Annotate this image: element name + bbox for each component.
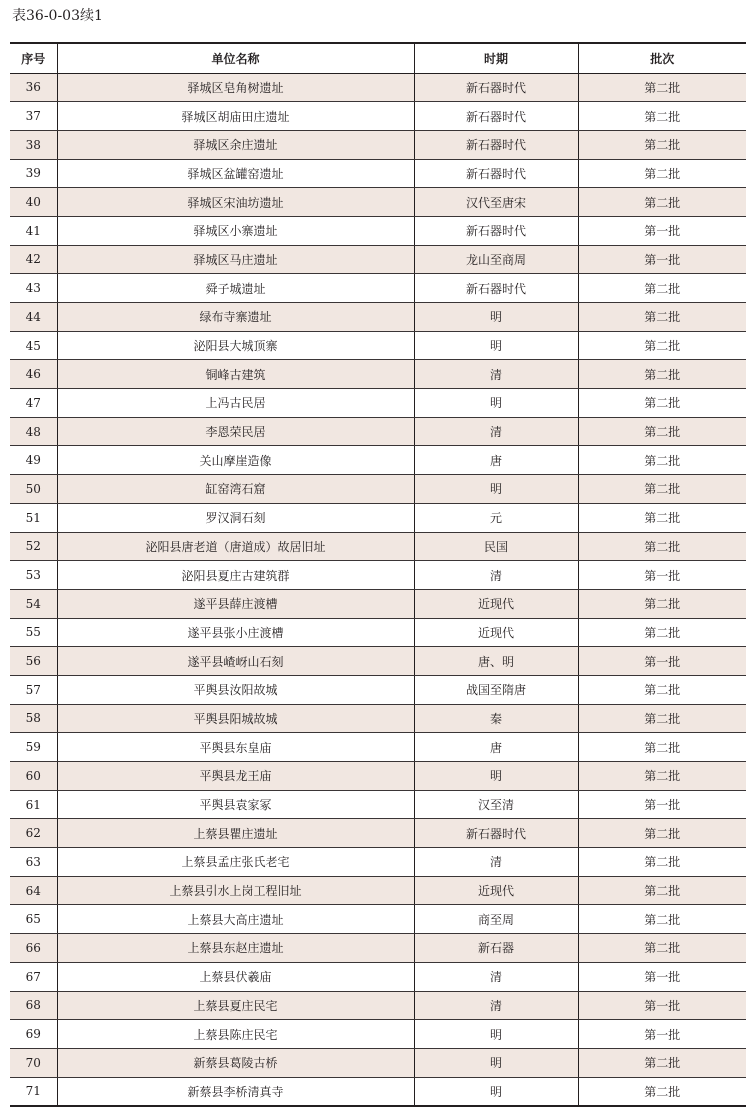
table-row xyxy=(10,790,746,819)
cell-unit-name: 上蔡县大高庄遗址 xyxy=(57,905,414,934)
cell-batch: 第二批 xyxy=(578,905,746,934)
cell-serial-number: 69 xyxy=(10,1020,57,1049)
cell-batch: 第二批 xyxy=(578,417,746,446)
table-row xyxy=(10,1077,746,1106)
cell-unit-name: 泌阳县夏庄古建筑群 xyxy=(57,561,414,590)
cell-period: 近现代 xyxy=(414,618,578,647)
cell-serial-number: 57 xyxy=(10,675,57,704)
table-row xyxy=(10,876,746,905)
cell-unit-name: 关山摩崖造像 xyxy=(57,446,414,475)
header-period: 时期 xyxy=(414,43,578,73)
cell-batch: 第二批 xyxy=(578,102,746,131)
cell-batch: 第二批 xyxy=(578,159,746,188)
cell-unit-name: 平舆县汝阳故城 xyxy=(57,675,414,704)
cell-period: 清 xyxy=(414,561,578,590)
table-row xyxy=(10,274,746,303)
cell-unit-name: 驿城区胡庙田庄遗址 xyxy=(57,102,414,131)
table-row xyxy=(10,159,746,188)
cell-batch: 第二批 xyxy=(578,303,746,332)
cell-unit-name: 上蔡县孟庄张氏老宅 xyxy=(57,848,414,877)
cell-period: 民国 xyxy=(414,532,578,561)
cell-period: 唐 xyxy=(414,733,578,762)
cell-period: 明 xyxy=(414,1048,578,1077)
cell-unit-name: 平舆县阳城故城 xyxy=(57,704,414,733)
cell-serial-number: 47 xyxy=(10,389,57,418)
table-row xyxy=(10,905,746,934)
cell-batch: 第一批 xyxy=(578,962,746,991)
cell-period: 新石器时代 xyxy=(414,102,578,131)
cell-batch: 第二批 xyxy=(578,446,746,475)
cell-batch: 第二批 xyxy=(578,876,746,905)
table-row xyxy=(10,360,746,389)
cell-batch: 第二批 xyxy=(578,704,746,733)
cell-batch: 第一批 xyxy=(578,991,746,1020)
table-row xyxy=(10,848,746,877)
cell-batch: 第二批 xyxy=(578,762,746,791)
cell-period: 明 xyxy=(414,1077,578,1106)
cell-unit-name: 平舆县东皇庙 xyxy=(57,733,414,762)
cell-serial-number: 46 xyxy=(10,360,57,389)
cell-batch: 第二批 xyxy=(578,675,746,704)
cell-unit-name: 平舆县袁家冢 xyxy=(57,790,414,819)
cell-period: 新石器时代 xyxy=(414,274,578,303)
table-row xyxy=(10,934,746,963)
cell-serial-number: 62 xyxy=(10,819,57,848)
cell-unit-name: 新蔡县葛陵古桥 xyxy=(57,1048,414,1077)
cell-batch: 第二批 xyxy=(578,934,746,963)
cell-period: 新石器 xyxy=(414,934,578,963)
cell-batch: 第二批 xyxy=(578,389,746,418)
cell-serial-number: 41 xyxy=(10,216,57,245)
cell-serial-number: 44 xyxy=(10,303,57,332)
cell-period: 唐、明 xyxy=(414,647,578,676)
cell-batch: 第一批 xyxy=(578,1020,746,1049)
cell-serial-number: 68 xyxy=(10,991,57,1020)
cell-batch: 第二批 xyxy=(578,130,746,159)
cell-period: 龙山至商周 xyxy=(414,245,578,274)
heritage-sites-table xyxy=(10,42,746,1107)
cell-serial-number: 64 xyxy=(10,876,57,905)
cell-batch: 第二批 xyxy=(578,733,746,762)
cell-unit-name: 上蔡县伏羲庙 xyxy=(57,962,414,991)
cell-batch: 第二批 xyxy=(578,475,746,504)
cell-period: 明 xyxy=(414,1020,578,1049)
cell-batch: 第二批 xyxy=(578,188,746,217)
cell-unit-name: 罗汉洞石刻 xyxy=(57,503,414,532)
cell-serial-number: 51 xyxy=(10,503,57,532)
cell-batch: 第二批 xyxy=(578,1048,746,1077)
table-row xyxy=(10,216,746,245)
table-row xyxy=(10,389,746,418)
cell-serial-number: 61 xyxy=(10,790,57,819)
cell-unit-name: 铜峰古建筑 xyxy=(57,360,414,389)
table-row xyxy=(10,704,746,733)
header-serial-number: 序号 xyxy=(10,43,57,73)
cell-batch: 第二批 xyxy=(578,848,746,877)
cell-batch: 第二批 xyxy=(578,1077,746,1106)
cell-serial-number: 56 xyxy=(10,647,57,676)
cell-serial-number: 60 xyxy=(10,762,57,791)
cell-period: 新石器时代 xyxy=(414,159,578,188)
cell-period: 商至周 xyxy=(414,905,578,934)
table-caption: 表36-0-03续1 xyxy=(12,8,103,24)
table-row xyxy=(10,1048,746,1077)
table-row xyxy=(10,1020,746,1049)
cell-batch: 第二批 xyxy=(578,274,746,303)
cell-unit-name: 李恩荣民居 xyxy=(57,417,414,446)
header-unit-name: 单位名称 xyxy=(57,43,414,73)
cell-serial-number: 43 xyxy=(10,274,57,303)
cell-serial-number: 48 xyxy=(10,417,57,446)
table-row xyxy=(10,819,746,848)
cell-serial-number: 45 xyxy=(10,331,57,360)
cell-period: 清 xyxy=(414,360,578,389)
cell-unit-name: 上蔡县瞿庄遗址 xyxy=(57,819,414,848)
cell-serial-number: 40 xyxy=(10,188,57,217)
table-row xyxy=(10,331,746,360)
cell-serial-number: 37 xyxy=(10,102,57,131)
cell-serial-number: 65 xyxy=(10,905,57,934)
table-row xyxy=(10,245,746,274)
cell-period: 清 xyxy=(414,848,578,877)
table-row xyxy=(10,73,746,102)
table-header-row xyxy=(10,43,746,73)
cell-period: 汉代至唐宋 xyxy=(414,188,578,217)
cell-unit-name: 驿城区宋油坊遗址 xyxy=(57,188,414,217)
cell-batch: 第二批 xyxy=(578,331,746,360)
cell-period: 近现代 xyxy=(414,876,578,905)
cell-serial-number: 36 xyxy=(10,73,57,102)
cell-serial-number: 54 xyxy=(10,589,57,618)
cell-unit-name: 驿城区小寨遗址 xyxy=(57,216,414,245)
table-body xyxy=(10,73,746,1106)
cell-period: 新石器时代 xyxy=(414,819,578,848)
cell-batch: 第一批 xyxy=(578,790,746,819)
table-row xyxy=(10,446,746,475)
cell-period: 近现代 xyxy=(414,589,578,618)
cell-period: 新石器时代 xyxy=(414,216,578,245)
cell-serial-number: 59 xyxy=(10,733,57,762)
cell-batch: 第二批 xyxy=(578,73,746,102)
table-row xyxy=(10,962,746,991)
cell-serial-number: 66 xyxy=(10,934,57,963)
cell-unit-name: 驿城区皂角树遗址 xyxy=(57,73,414,102)
cell-serial-number: 42 xyxy=(10,245,57,274)
cell-unit-name: 驿城区马庄遗址 xyxy=(57,245,414,274)
cell-unit-name: 绿布寺寨遗址 xyxy=(57,303,414,332)
cell-batch: 第二批 xyxy=(578,589,746,618)
table-row xyxy=(10,675,746,704)
cell-batch: 第二批 xyxy=(578,819,746,848)
cell-serial-number: 70 xyxy=(10,1048,57,1077)
table-row xyxy=(10,589,746,618)
cell-unit-name: 上蔡县东赵庄遗址 xyxy=(57,934,414,963)
cell-period: 清 xyxy=(414,417,578,446)
cell-serial-number: 50 xyxy=(10,475,57,504)
cell-unit-name: 泌阳县唐老道（唐道成）故居旧址 xyxy=(57,532,414,561)
cell-serial-number: 58 xyxy=(10,704,57,733)
cell-period: 秦 xyxy=(414,704,578,733)
cell-unit-name: 上冯古民居 xyxy=(57,389,414,418)
table-row xyxy=(10,733,746,762)
cell-unit-name: 遂平县嵖岈山石刻 xyxy=(57,647,414,676)
table-row xyxy=(10,503,746,532)
cell-batch: 第二批 xyxy=(578,503,746,532)
cell-period: 战国至隋唐 xyxy=(414,675,578,704)
cell-serial-number: 38 xyxy=(10,130,57,159)
cell-unit-name: 新蔡县李桥清真寺 xyxy=(57,1077,414,1106)
cell-serial-number: 39 xyxy=(10,159,57,188)
cell-period: 明 xyxy=(414,303,578,332)
table-row xyxy=(10,303,746,332)
table-row xyxy=(10,762,746,791)
table-row xyxy=(10,647,746,676)
table-row xyxy=(10,561,746,590)
cell-batch: 第一批 xyxy=(578,561,746,590)
cell-period: 唐 xyxy=(414,446,578,475)
cell-period: 汉至清 xyxy=(414,790,578,819)
cell-unit-name: 驿城区盆罐窑遗址 xyxy=(57,159,414,188)
table-row xyxy=(10,991,746,1020)
cell-period: 明 xyxy=(414,762,578,791)
cell-batch: 第一批 xyxy=(578,245,746,274)
cell-period: 明 xyxy=(414,475,578,504)
table-row xyxy=(10,188,746,217)
cell-unit-name: 驿城区余庄遗址 xyxy=(57,130,414,159)
cell-unit-name: 遂平县薛庄渡槽 xyxy=(57,589,414,618)
cell-serial-number: 63 xyxy=(10,848,57,877)
cell-unit-name: 遂平县张小庄渡槽 xyxy=(57,618,414,647)
cell-unit-name: 上蔡县陈庄民宅 xyxy=(57,1020,414,1049)
cell-batch: 第二批 xyxy=(578,532,746,561)
cell-period: 明 xyxy=(414,331,578,360)
cell-serial-number: 55 xyxy=(10,618,57,647)
table-row xyxy=(10,475,746,504)
cell-unit-name: 泌阳县大城顶寨 xyxy=(57,331,414,360)
cell-serial-number: 52 xyxy=(10,532,57,561)
cell-serial-number: 71 xyxy=(10,1077,57,1106)
table-row xyxy=(10,618,746,647)
cell-serial-number: 67 xyxy=(10,962,57,991)
cell-unit-name: 平舆县龙王庙 xyxy=(57,762,414,791)
table-row xyxy=(10,532,746,561)
table-row xyxy=(10,130,746,159)
cell-unit-name: 上蔡县夏庄民宅 xyxy=(57,991,414,1020)
cell-unit-name: 舜子城遗址 xyxy=(57,274,414,303)
cell-period: 新石器时代 xyxy=(414,73,578,102)
cell-batch: 第二批 xyxy=(578,618,746,647)
cell-serial-number: 53 xyxy=(10,561,57,590)
cell-batch: 第二批 xyxy=(578,360,746,389)
cell-period: 明 xyxy=(414,389,578,418)
cell-period: 清 xyxy=(414,991,578,1020)
header-batch: 批次 xyxy=(650,51,675,66)
cell-period: 清 xyxy=(414,962,578,991)
cell-batch: 第一批 xyxy=(578,216,746,245)
cell-batch: 第一批 xyxy=(578,647,746,676)
table-row xyxy=(10,417,746,446)
table-row xyxy=(10,102,746,131)
cell-unit-name: 上蔡县引水上岗工程旧址 xyxy=(57,876,414,905)
cell-serial-number: 49 xyxy=(10,446,57,475)
cell-unit-name: 缸窑湾石窟 xyxy=(57,475,414,504)
cell-period: 新石器时代 xyxy=(414,130,578,159)
cell-period: 元 xyxy=(414,503,578,532)
